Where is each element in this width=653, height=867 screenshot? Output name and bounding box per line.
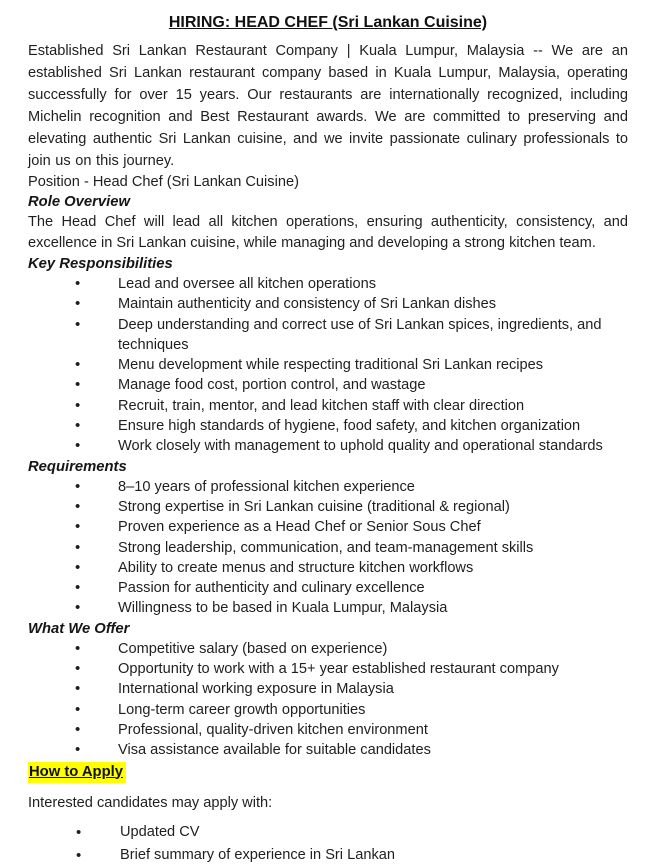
bullet-item: • International working exposure in Malaysia: [28, 679, 628, 699]
bullet-item: • Competitive salary (based on experience): [28, 639, 628, 659]
requirements-list: [28, 477, 628, 619]
intro-paragraph: Established Sri Lankan Restaurant Company | Kuala Lumpur, Malaysia -- We are an established Sri Lankan restaurant company based in Kuala Lumpur, Malaysia, operating successfully for over 15 years. Our restaurants are internationally recognized, including Michelin recognition and Best Restaurant awards. We are committed to preserving and elevating authentic Sri Lankan cuisine, and we invite passionate culinary professionals to join us on this journey.: [28, 43, 628, 169]
bullet-item: • Menu development while respecting traditional Sri Lankan recipes: [28, 355, 628, 375]
section-heading-role-overview: Role Overview: [28, 194, 130, 210]
bullet-item: • Recruit, train, mentor, and lead kitchen staff with clear direction: [28, 396, 628, 416]
section-heading-what-we-offer: What We Offer: [28, 620, 130, 637]
bullet-item: • Maintain authenticity and consistency of Sri Lankan dishes: [28, 294, 628, 314]
bullet-item: • Ability to create menus and structure kitchen workflows: [28, 558, 628, 578]
bullet-item: • Opportunity to work with a 15+ year established restaurant company: [28, 659, 628, 679]
what-we-offer-list: [28, 639, 628, 761]
bullet-item: • Strong expertise in Sri Lankan cuisine (traditional & regional): [28, 497, 628, 517]
bullet-item: • Passion for authenticity and culinary excellence: [28, 578, 628, 598]
bullet-item: • Strong leadership, communication, and team-management skills: [28, 538, 628, 558]
bullet-item: • Manage food cost, portion control, and wastage: [28, 375, 628, 395]
document-title: HIRING: HEAD CHEF (Sri Lankan Cuisine): [168, 14, 488, 31]
apply-instructions: Interested candidates may apply with:: [28, 794, 273, 811]
how-to-apply-highlighted-heading: How to Apply: [28, 762, 126, 783]
section-heading-requirements: Requirements: [28, 458, 127, 475]
bullet-item: • Updated CV: [28, 821, 628, 844]
bullet-item: • Visa assistance available for suitable candidates: [28, 740, 628, 760]
bullet-item: • Lead and oversee all kitchen operations: [28, 274, 628, 294]
bullet-item: • Proven experience as a Head Chef or Senior Sous Chef: [28, 517, 628, 537]
bullet-item: • Ensure high standards of hygiene, food safety, and kitchen organization: [28, 416, 628, 436]
apply-items-list: [28, 821, 628, 867]
bullet-item: • Work closely with management to uphold quality and operational standards: [28, 436, 628, 456]
bullet-item: • Deep understanding and correct use of Sri Lankan spices, ingredients, and techniques: [28, 315, 628, 356]
role-overview-body: The Head Chef will lead all kitchen operations, ensuring authenticity, consistency, and excellence in Sri Lankan cuisine, while managing and developing a strong kitchen team.: [28, 214, 628, 251]
position-line: Position - Head Chef (Sri Lankan Cuisine): [28, 174, 299, 190]
key-responsibilities-list: [28, 274, 628, 457]
section-heading-key-responsibilities: Key Responsibilities: [28, 256, 173, 272]
bullet-item: • Long-term career growth opportunities: [28, 700, 628, 720]
bullet-item: • Brief summary of experience in Sri Lankan: [28, 844, 628, 867]
section-heading-how-to-apply: [28, 762, 628, 783]
bullet-item: • 8–10 years of professional kitchen experience: [28, 477, 628, 497]
bullet-item: • Professional, quality-driven kitchen environment: [28, 720, 628, 740]
bullet-item: • Willingness to be based in Kuala Lumpur, Malaysia: [28, 598, 628, 618]
